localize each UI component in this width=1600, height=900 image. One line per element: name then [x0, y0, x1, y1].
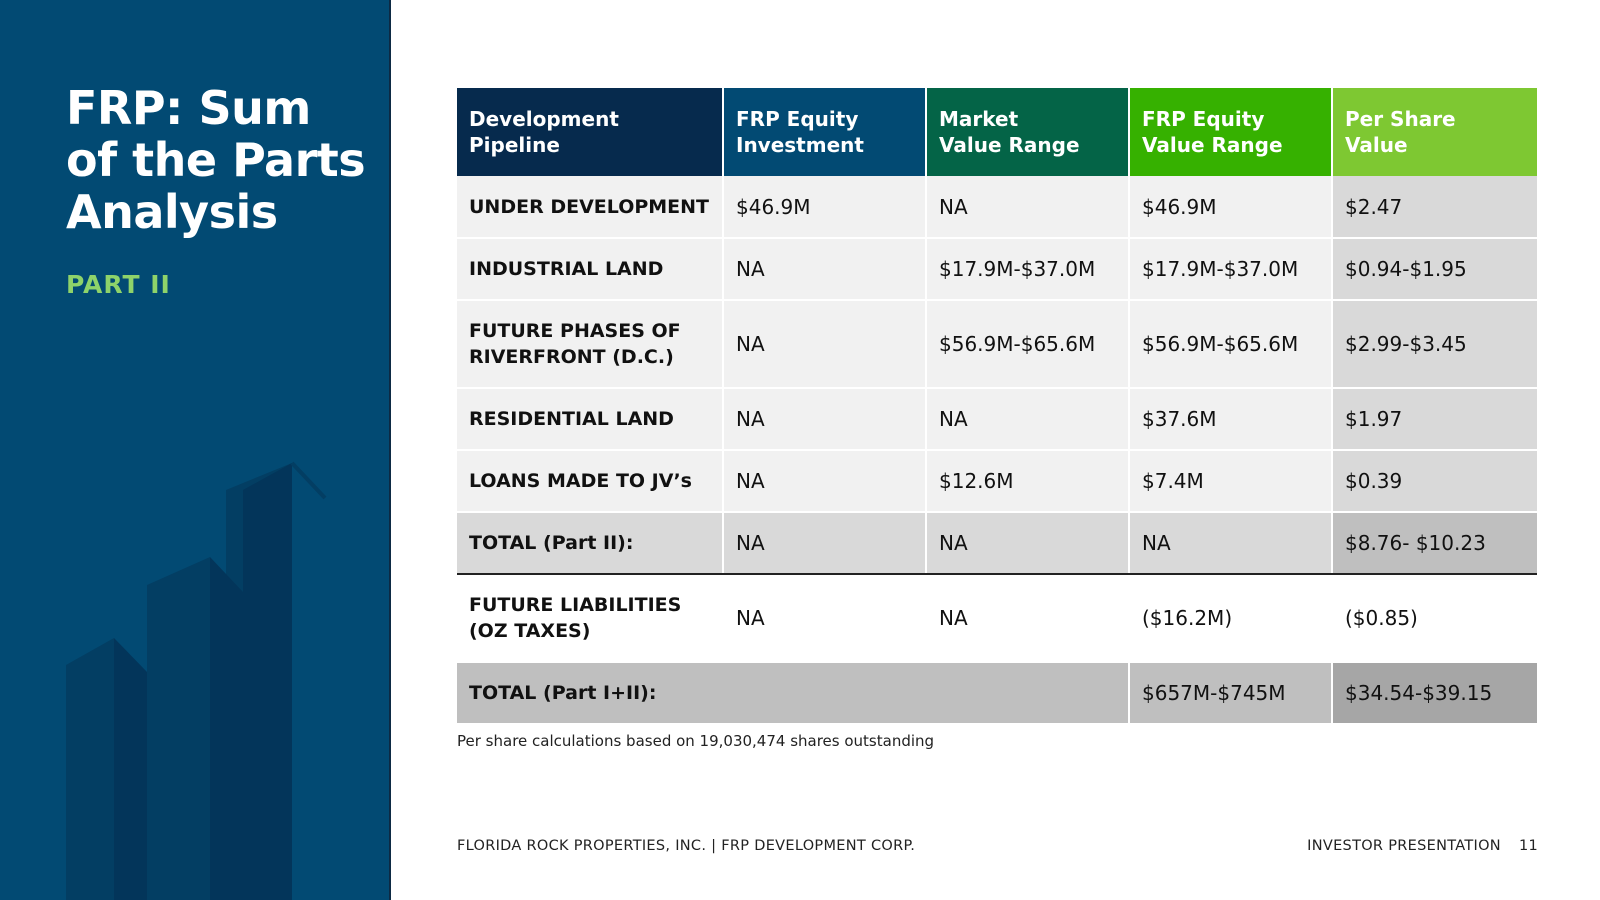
cell-equity-investment: NA — [723, 574, 926, 662]
header-development-pipeline: Development Pipeline — [457, 88, 723, 176]
cell-equity-value: $37.6M — [1129, 388, 1332, 450]
building-short-shade — [114, 638, 147, 900]
cell-equity-investment: $46.9M — [723, 176, 926, 238]
cell-equity-investment: NA — [723, 388, 926, 450]
table-row — [457, 388, 1537, 450]
table-header-row — [457, 88, 1537, 176]
cell-per-share: $1.97 — [1332, 388, 1537, 450]
page-number: 11 — [1518, 838, 1538, 854]
cell-per-share: ($0.85) — [1332, 574, 1537, 662]
cell-equity-value: $657M-$745M — [1129, 662, 1332, 724]
cell-equity-value: $56.9M-$65.6M — [1129, 300, 1332, 388]
row-label: FUTURE LIABILITIES (OZ TAXES) — [457, 574, 723, 662]
row-label: TOTAL (Part I+II): — [457, 662, 1129, 724]
building-tall-shade — [243, 463, 292, 900]
cell-market-value: NA — [926, 574, 1129, 662]
sidebar-panel — [0, 0, 391, 900]
cell-market-value: NA — [926, 176, 1129, 238]
cell-per-share: $2.47 — [1332, 176, 1537, 238]
cell-market-value: $12.6M — [926, 450, 1129, 512]
footer-company: FLORIDA ROCK PROPERTIES, INC. | FRP DEVELOPMENT CORP. — [457, 838, 916, 854]
total-part-ii-row — [457, 512, 1537, 574]
building-mid — [147, 557, 210, 900]
cell-per-share: $8.76- $10.23 — [1332, 512, 1537, 574]
header-market-value-range: Market Value Range — [926, 88, 1129, 176]
cell-equity-value: ($16.2M) — [1129, 574, 1332, 662]
row-label: UNDER DEVELOPMENT — [457, 176, 723, 238]
building-roof-line — [292, 463, 325, 498]
cell-market-value: $17.9M-$37.0M — [926, 238, 1129, 300]
cell-per-share: $0.39 — [1332, 450, 1537, 512]
cell-equity-value: $7.4M — [1129, 450, 1332, 512]
building-mid-shade — [210, 557, 243, 900]
cell-equity-investment: NA — [723, 512, 926, 574]
cell-equity-value: NA — [1129, 512, 1332, 574]
cell-equity-investment: NA — [723, 300, 926, 388]
building-short — [66, 638, 114, 900]
row-label: RESIDENTIAL LAND — [457, 388, 723, 450]
header-per-share-value: Per Share Value — [1332, 88, 1537, 176]
cell-market-value: NA — [926, 388, 1129, 450]
table-row — [457, 176, 1537, 238]
cell-equity-investment: NA — [723, 450, 926, 512]
cell-per-share: $34.54-$39.15 — [1332, 662, 1537, 724]
header-frp-equity-value-range: FRP Equity Value Range — [1129, 88, 1332, 176]
row-label: TOTAL (Part II): — [457, 512, 723, 574]
table-row — [457, 300, 1537, 388]
row-label: LOANS MADE TO JV’s — [457, 450, 723, 512]
footer-right — [1307, 838, 1538, 854]
row-label: FUTURE PHASES OF RIVERFRONT (D.C.) — [457, 300, 723, 388]
future-liabilities-row — [457, 574, 1537, 662]
row-label: INDUSTRIAL LAND — [457, 238, 723, 300]
header-frp-equity-investment: FRP Equity Investment — [723, 88, 926, 176]
cell-equity-value: $46.9M — [1129, 176, 1332, 238]
sum-of-parts-table — [457, 88, 1537, 725]
table-row — [457, 450, 1537, 512]
cell-equity-investment: NA — [723, 238, 926, 300]
cell-market-value: NA — [926, 512, 1129, 574]
footnote: Per share calculations based on 19,030,474 shares outstanding — [457, 732, 935, 750]
cell-market-value: $56.9M-$65.6M — [926, 300, 1129, 388]
cell-per-share: $2.99-$3.45 — [1332, 300, 1537, 388]
cell-equity-value: $17.9M-$37.0M — [1129, 238, 1332, 300]
cell-per-share: $0.94-$1.95 — [1332, 238, 1537, 300]
table-row — [457, 238, 1537, 300]
slide-subtitle: PART II — [66, 270, 171, 299]
footer-presentation-label: INVESTOR PRESENTATION — [1307, 838, 1501, 854]
slide-title: FRP: Sum of the Parts Analysis — [66, 81, 366, 239]
grand-total-row — [457, 662, 1537, 724]
